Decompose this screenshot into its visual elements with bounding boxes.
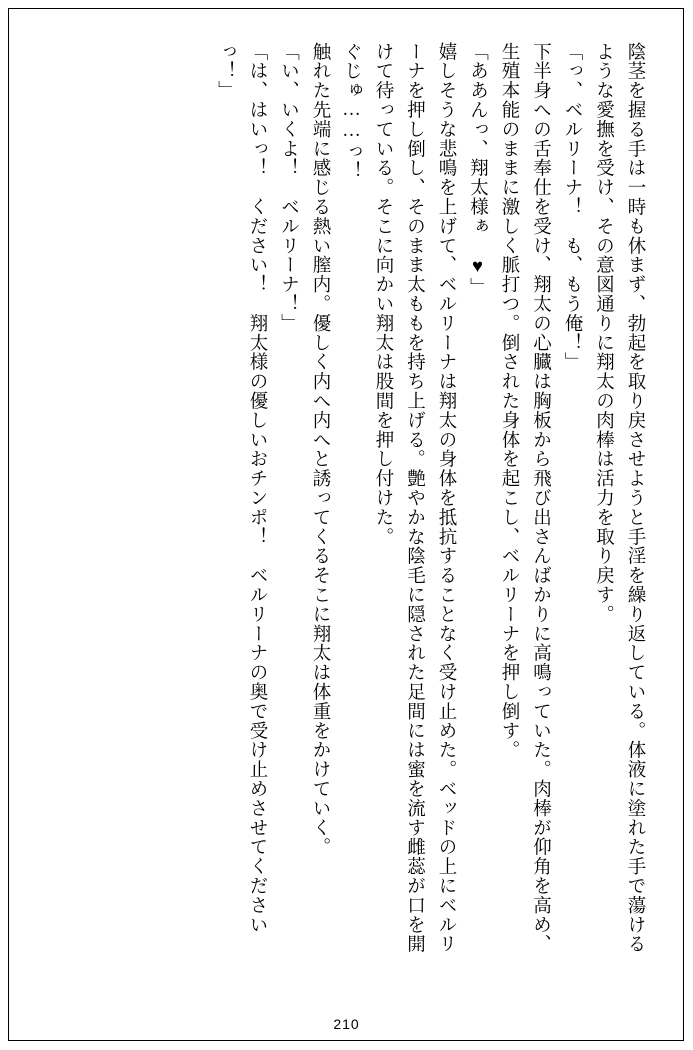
paragraph: 触れた先端に感じる熱い膣内。優しく内へ内へと誘ってくるそこに翔太は体重をかけていく。 xyxy=(310,42,330,857)
page-number: 210 xyxy=(333,1016,360,1032)
paragraph: 嬉しそうな悲鳴を上げて、ベルリーナは翔太の身体を抵抗することなく受け止めた。ベッドの上にベルリーナを押し倒し、そのまま太ももを持ち上げる。艶やかな陰毛に隠された足間には蜜を流す雌蕊が口を開けて待っている。そこに向かい翔太は股間を押し付けた。 xyxy=(373,42,456,954)
paragraph: ぐじゅ……っ！ xyxy=(341,42,362,181)
paragraph: 下半身への舌奉仕を受け、翔太の心臓は胸板から飛び出さんばかりに高鳴っていた。肉棒が仰角を高め、生殖本能のままに激しく脈打つ。倒された身体を起こし、ベルリーナを押し倒す。 xyxy=(499,42,551,954)
paragraph: 「ああんっ、翔太様ぁ ♥」 xyxy=(467,42,488,298)
paragraph: 「い、いくよ！ ベルリーナ！」 xyxy=(278,42,299,333)
paragraph: 「は、はいっ！ ください！ 翔太様の優しいおチンポ！ ベルリーナの奥で受け止めさせてくださいっ！」 xyxy=(215,42,267,935)
paragraph: 「っ、ベルリーナ！ も、もう俺！」 xyxy=(562,42,582,372)
paragraph: 陰茎を握る手は一時も休まず、勃起を取り戻させようと手淫を繰り返している。体液に塗れた手で蕩けるような愛撫を受け、その意図通りに翔太の肉棒は活力を取り戻す。 xyxy=(593,42,645,954)
novel-text-body xyxy=(30,42,650,972)
